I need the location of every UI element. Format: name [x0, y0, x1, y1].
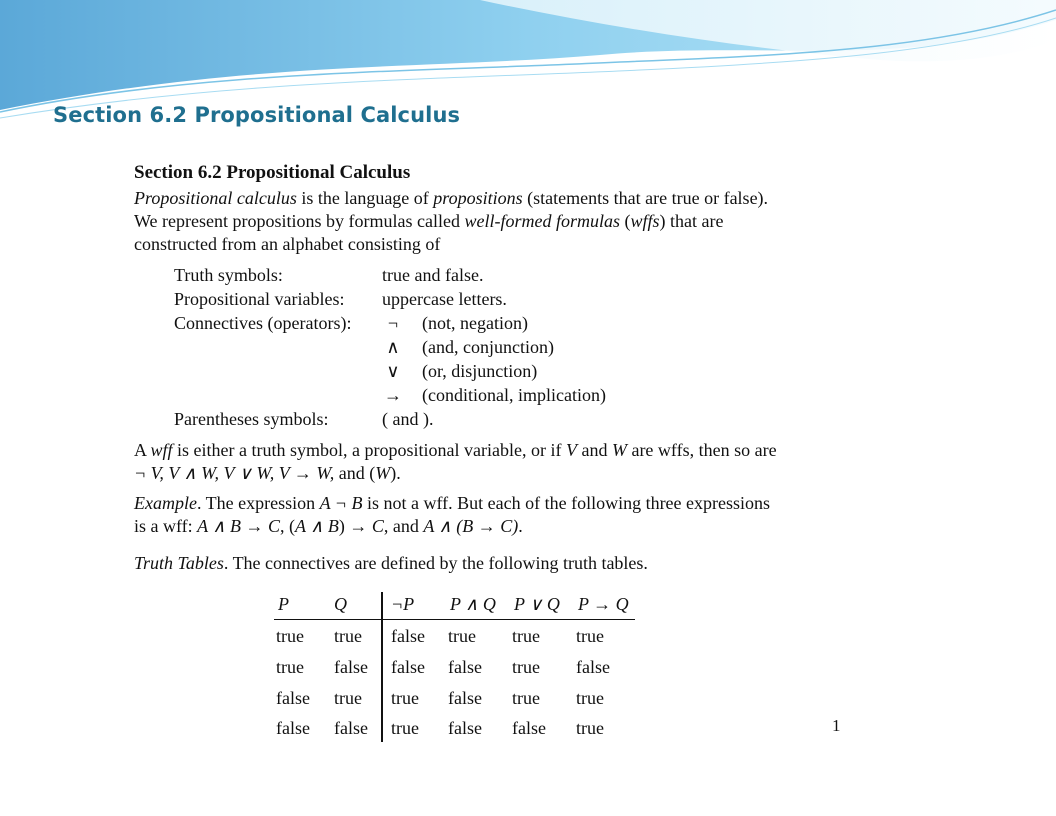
truth-table-divider	[381, 592, 383, 742]
table-cell: true	[448, 626, 476, 646]
header-q: Q	[334, 594, 347, 614]
table-cell: false	[448, 718, 482, 738]
not-desc: (not, negation)	[422, 313, 528, 333]
header-p: P	[278, 594, 289, 614]
table-cell: false	[576, 657, 610, 677]
and-symbol: ∧	[386, 337, 400, 357]
table-cell: true	[576, 626, 604, 646]
table-cell: true	[276, 626, 304, 646]
table-cell: false	[448, 657, 482, 677]
implies-symbol: →	[384, 385, 402, 405]
connectives-label: Connectives (operators):	[174, 313, 352, 333]
intro-line-3: constructed from an alphabet consisting of	[134, 234, 441, 254]
variables-label: Propositional variables:	[174, 289, 345, 309]
variables-value: uppercase letters.	[382, 289, 507, 309]
page-number: 1	[832, 716, 841, 735]
or-desc: (or, disjunction)	[422, 361, 538, 381]
table-cell: true	[576, 718, 604, 738]
truth-symbols-label: Truth symbols:	[174, 265, 283, 285]
table-cell: false	[276, 718, 310, 738]
table-cell: true	[334, 688, 362, 708]
table-cell: true	[576, 688, 604, 708]
or-symbol: ∨	[386, 361, 400, 381]
implies-desc: (conditional, implication)	[422, 385, 606, 405]
table-cell: true	[391, 688, 419, 708]
table-cell: false	[391, 657, 425, 677]
slide-title: Section 6.2 Propositional Calculus	[53, 103, 461, 127]
table-cell: false	[334, 657, 368, 677]
parentheses-label: Parentheses symbols:	[174, 409, 329, 429]
intro-line-2: We represent propositions by formulas called well-formed formulas (wffs) that are	[134, 211, 724, 231]
truth-symbols-value: true and false.	[382, 265, 484, 285]
table-cell: false	[334, 718, 368, 738]
intro-line-1: Propositional calculus is the language of propositions (statements that are true or false).	[134, 188, 769, 208]
header-p-or-q: P ∨ Q	[514, 594, 560, 614]
table-cell: true	[334, 626, 362, 646]
table-cell: true	[276, 657, 304, 677]
textbook-excerpt	[131, 158, 863, 740]
table-cell: false	[391, 626, 425, 646]
wff-definition-line-2: ¬ V, V ∧ W, V ∨ W, V → W, and (W).	[134, 463, 401, 483]
example-line-2: is a wff: A ∧ B → C, (A ∧ B) → C, and A ∧ (B → C).	[134, 516, 523, 536]
header-not-p: ¬P	[391, 594, 415, 614]
wff-definition-line-1: A wff is either a truth symbol, a propositional variable, or if V and W are wffs, then so are	[134, 440, 777, 460]
table-cell: true	[391, 718, 419, 738]
excerpt-heading: Section 6.2 Propositional Calculus	[134, 162, 411, 183]
example-line-1: Example. The expression A ¬ B is not a wff. But each of the following three expressions	[134, 493, 771, 513]
table-cell: true	[512, 688, 540, 708]
table-cell: false	[512, 718, 546, 738]
parentheses-value: ( and ).	[382, 409, 434, 429]
and-desc: (and, conjunction)	[422, 337, 554, 357]
table-cell: true	[512, 657, 540, 677]
table-cell: true	[512, 626, 540, 646]
header-p-and-q: P ∧ Q	[450, 594, 496, 614]
table-cell: false	[276, 688, 310, 708]
truth-tables-intro: Truth Tables. The connectives are defined by the following truth tables.	[134, 553, 648, 573]
not-symbol: ¬	[387, 313, 399, 333]
header-p-implies-q: P → Q	[578, 594, 629, 614]
table-cell: false	[448, 688, 482, 708]
